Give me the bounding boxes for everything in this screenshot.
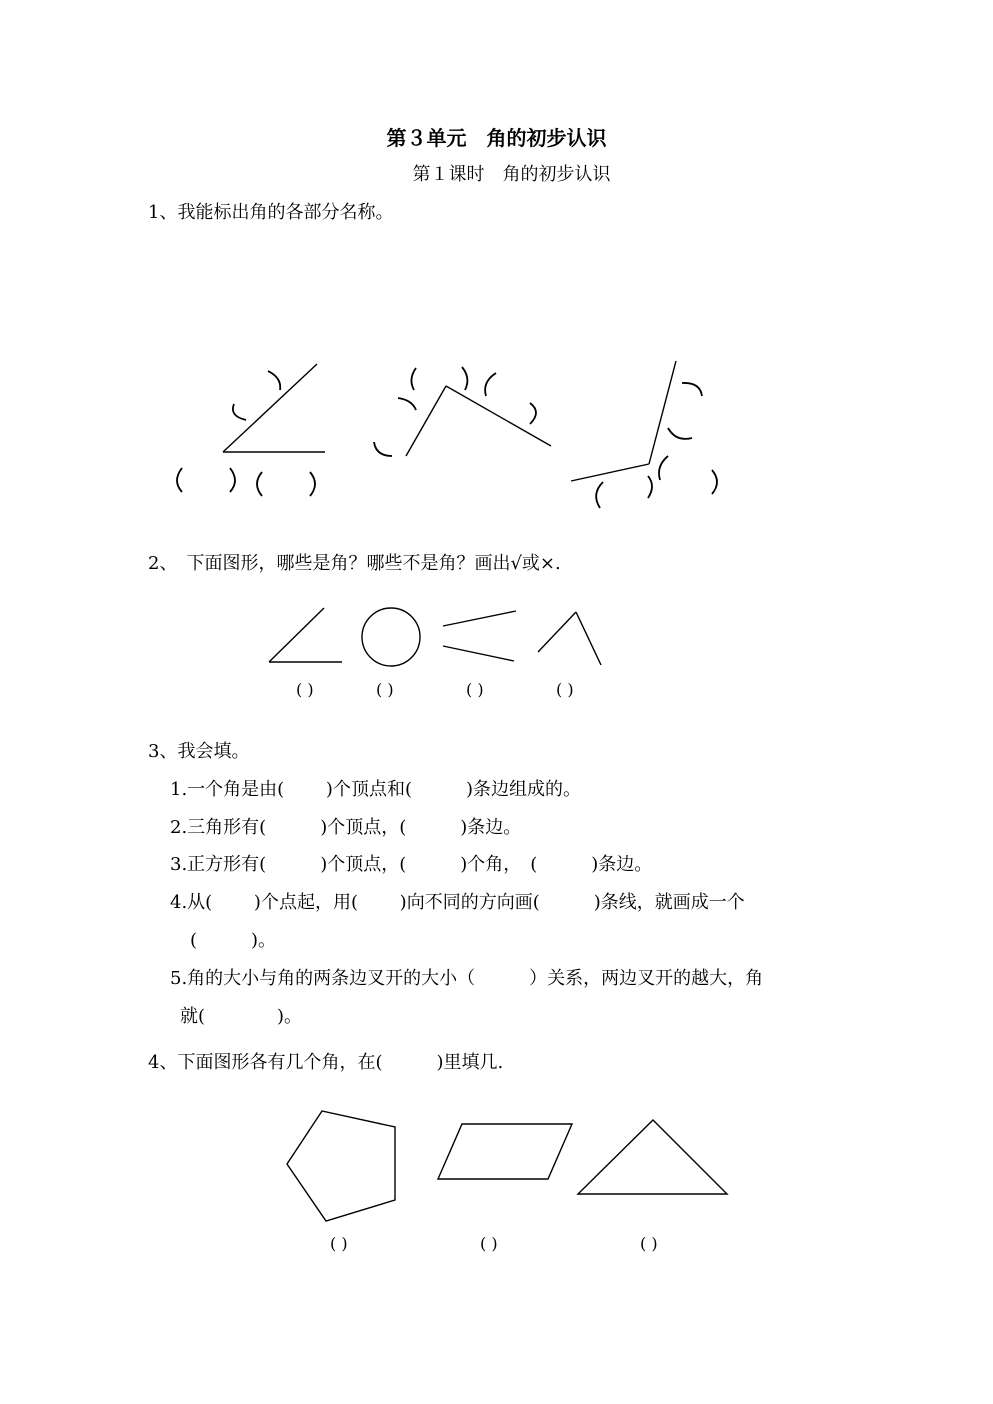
- page-title: 第３单元 角的初步认识: [386, 126, 607, 150]
- q1-angle-figure-2: [374, 367, 551, 456]
- question-2-prompt: 2、 下面图形，哪些是角？哪些不是角？画出√或×.: [148, 553, 561, 574]
- q3-item-4-continued: ( )。: [190, 930, 277, 951]
- q4-figure-triangle: [578, 1120, 727, 1194]
- q4-answer-triangle[interactable]: ( ): [640, 1234, 658, 1253]
- q2-answer-4[interactable]: ( ): [556, 680, 574, 699]
- q2-answer-3[interactable]: ( ): [466, 680, 484, 699]
- q3-item-1: 1.一个角是由( )个顶点和( )条边组成的。: [170, 779, 581, 800]
- q2-figure-angle: [269, 608, 342, 662]
- q3-item-3: 3.正方形有( )个顶点，( )个角， ( )条边。: [170, 854, 653, 875]
- q3-item-5: 5.角的大小与角的两条边叉开的大小（ ）关系，两边叉开的越大，角: [170, 968, 764, 989]
- q1-angle-figure-1: [177, 364, 325, 496]
- q4-figure-parallelogram: [438, 1124, 572, 1179]
- q2-figure-circle: [362, 608, 420, 666]
- q3-item-2: 2.三角形有( )个顶点，( )条边。: [170, 817, 522, 838]
- q2-answer-2[interactable]: ( ): [376, 680, 394, 699]
- question-3-prompt: 3、我会填。: [148, 741, 250, 762]
- q4-answer-pentagon[interactable]: ( ): [330, 1234, 348, 1253]
- q4-figure-pentagon: [287, 1111, 395, 1221]
- q4-answer-parallelogram[interactable]: ( ): [480, 1234, 498, 1253]
- q1-angle-figure-3: [571, 361, 717, 508]
- question-1-prompt: 1、我能标出角的各部分名称。: [148, 202, 394, 223]
- q3-item-4: 4.从( )个点起，用( )向不同的方向画( )条线，就画成一个: [170, 892, 745, 913]
- question-4-prompt: 4、下面图形各有几个角，在( )里填几.: [148, 1052, 504, 1073]
- lesson-title: 第１课时 角的初步认识: [412, 164, 611, 185]
- q2-answer-1[interactable]: ( ): [296, 680, 314, 699]
- q2-figure-open-lines: [443, 611, 516, 661]
- q3-item-5-continued: 就( )。: [180, 1006, 303, 1027]
- q2-figure-caret: [538, 612, 601, 665]
